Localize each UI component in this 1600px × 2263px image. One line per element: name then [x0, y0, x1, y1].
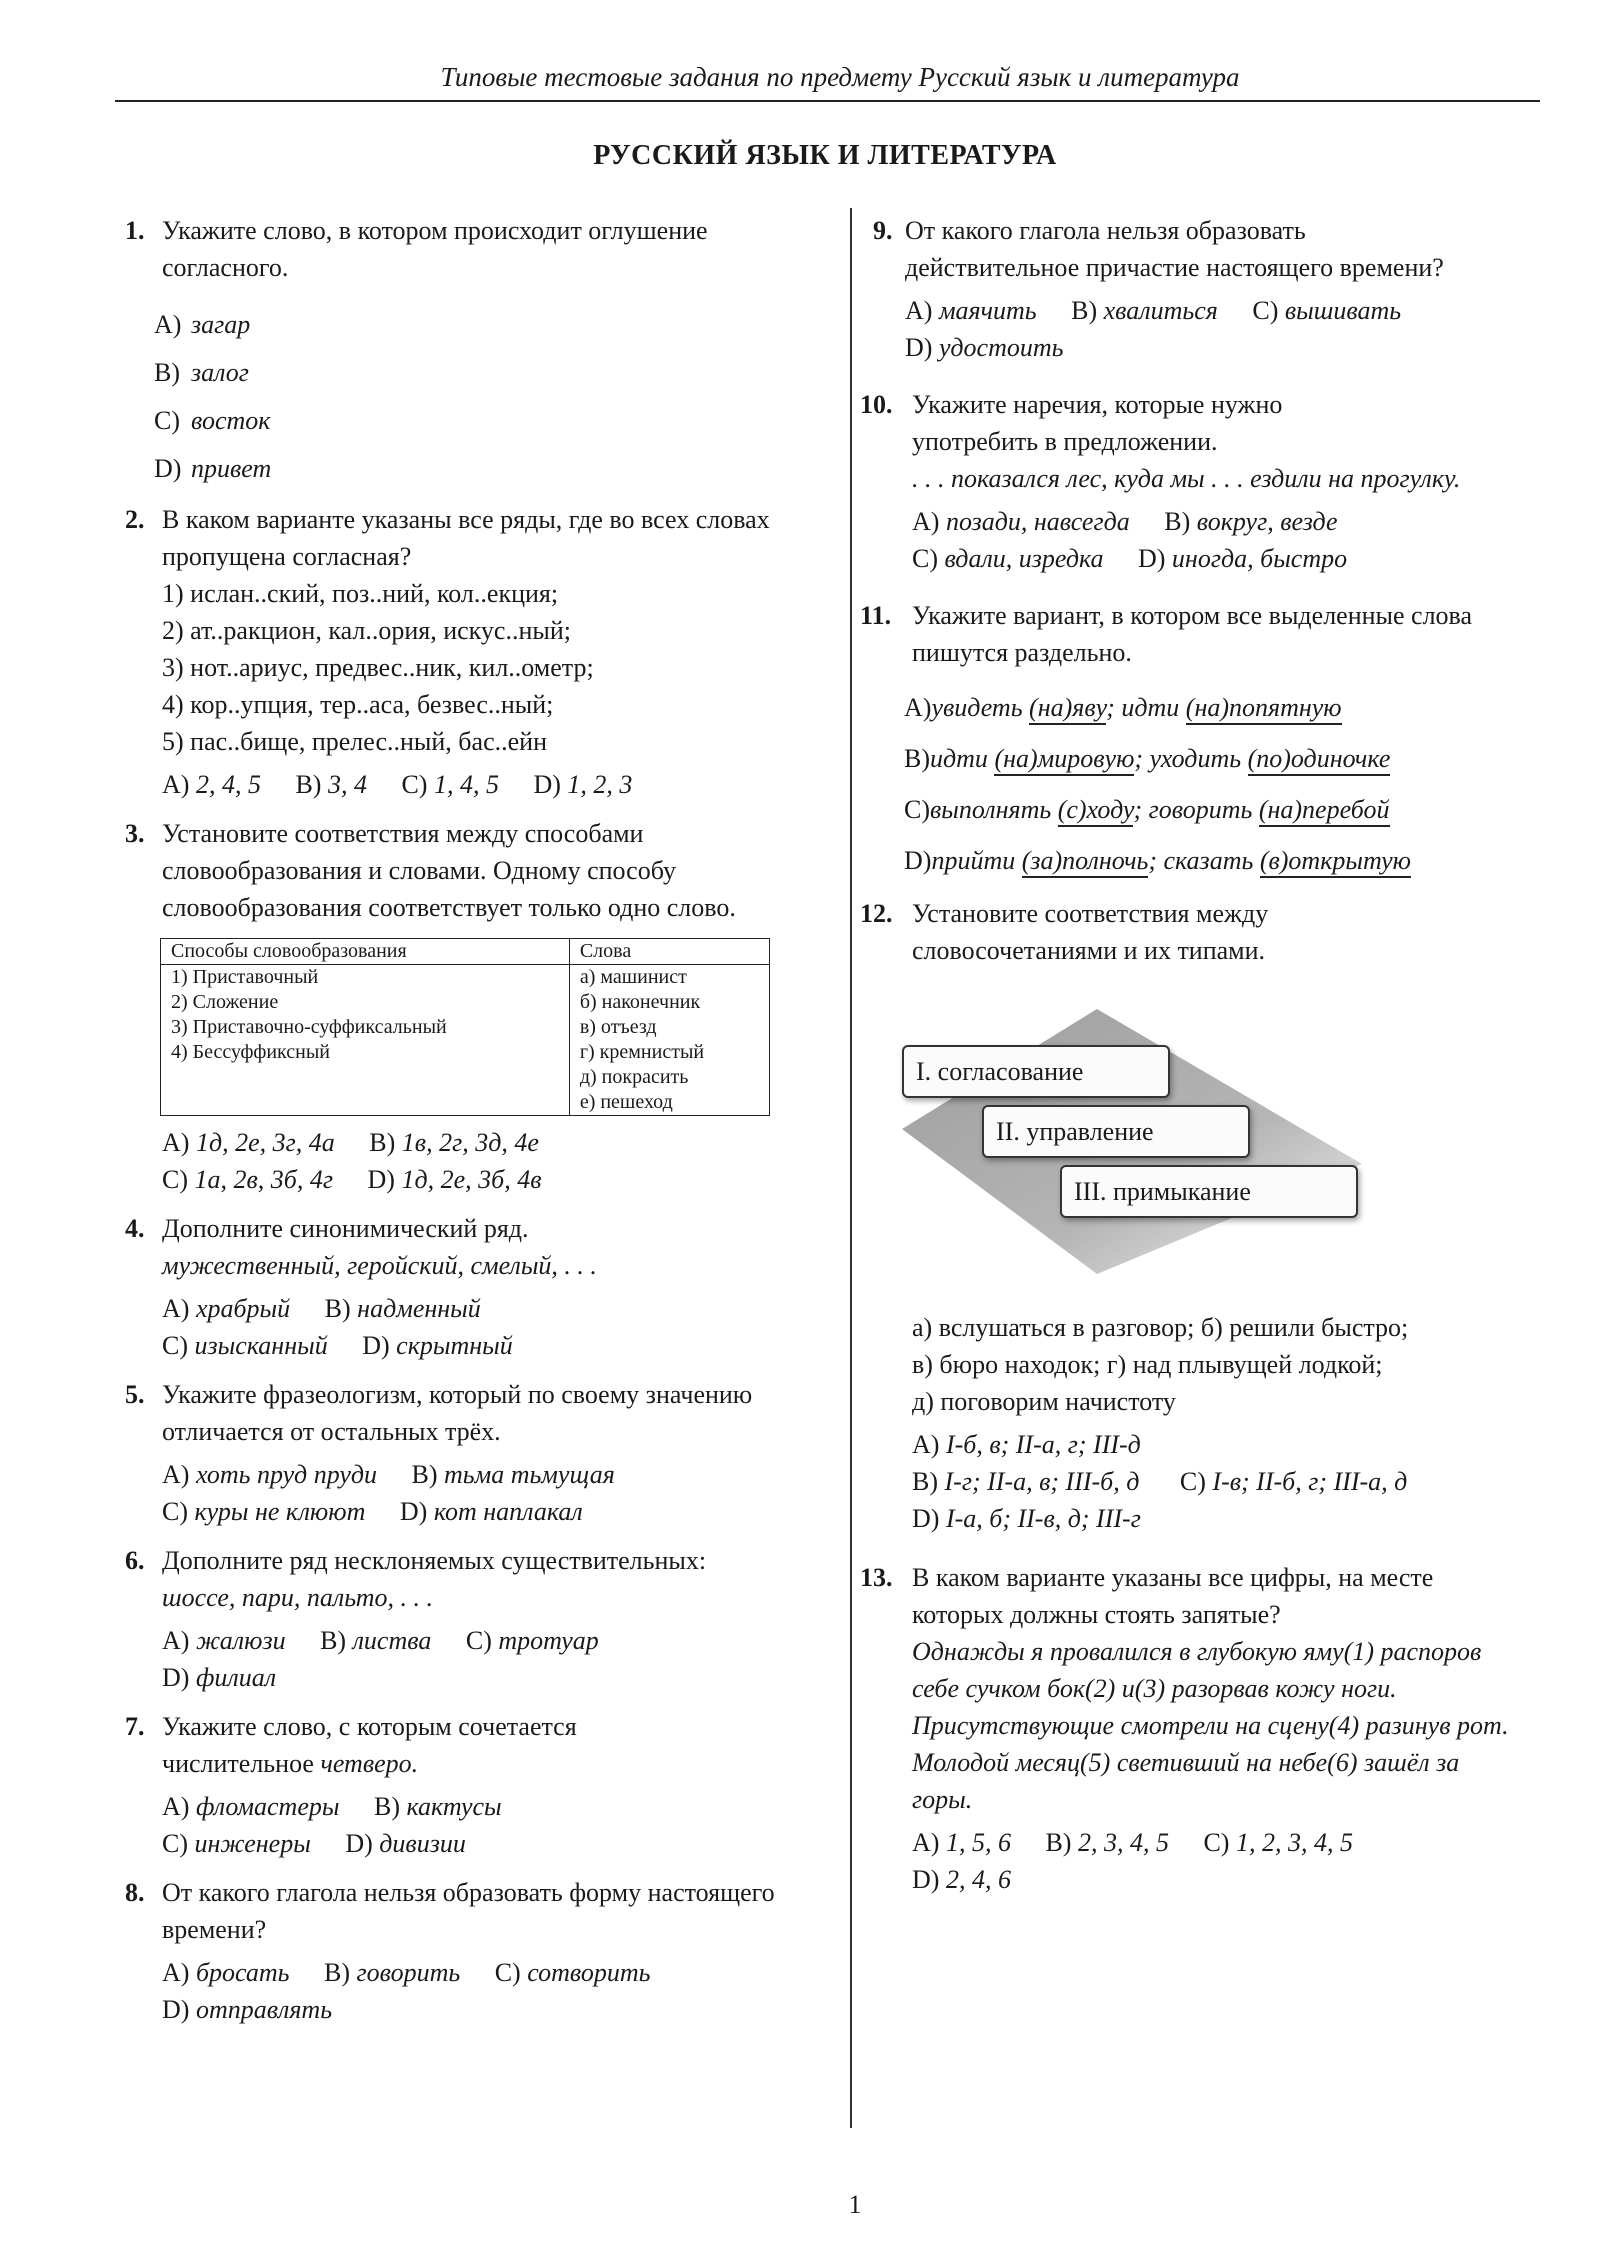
option-a[interactable]: A) хоть пруд пруди: [162, 1460, 377, 1489]
question-8: [125, 1874, 785, 2028]
option-a[interactable]: A) I-б, в; II-а, г; III-д: [912, 1430, 1141, 1459]
question-text: Укажите слово, в котором происходит оглушение согласного.: [162, 216, 708, 282]
question-text: Установите соответствия между способами словообразования и словами. Одному способу словообразования соответствует только одно слово.: [162, 819, 736, 922]
options-list: [154, 306, 785, 487]
question-10: [860, 386, 1540, 577]
sentence-3: Молодой месяц(5) светивший на небе(6) зашёл за горы.: [912, 1748, 1460, 1814]
sentence-1: Однажды я провалился в глубокую яму(1) распоров себе сучком бок(2) и(3) разорвав кожу ноги.: [912, 1637, 1482, 1703]
option-c[interactable]: C) I-в; II-б, г; III-а, д: [1179, 1467, 1408, 1496]
question-number: 3.: [125, 819, 145, 848]
question-4: [125, 1210, 785, 1364]
question-text: Установите соответствия между словосочетаниями и их типами.: [912, 899, 1269, 965]
option-a[interactable]: A) бросать: [162, 1958, 290, 1987]
option-c[interactable]: C) восток: [154, 406, 271, 435]
options-block: [162, 1124, 785, 1198]
option-b[interactable]: B) тьма тьмущая: [411, 1460, 615, 1489]
option-b[interactable]: B) надменный: [324, 1294, 481, 1323]
question-7: [125, 1708, 785, 1862]
option-c[interactable]: C) вышивать: [1252, 296, 1402, 325]
option-b[interactable]: B) кактусы: [373, 1792, 502, 1821]
option-d[interactable]: D) дивизии: [345, 1829, 466, 1858]
option-a[interactable]: A) храбрый: [162, 1294, 291, 1323]
options-block: [162, 1290, 785, 1364]
question-number: 7.: [125, 1712, 145, 1741]
option-d[interactable]: D) филиал: [162, 1663, 277, 1692]
option-a[interactable]: A) 1д, 2е, 3г, 4а: [162, 1128, 335, 1157]
column-divider: [850, 208, 852, 2128]
options-block: [905, 292, 1540, 366]
question-number: 12.: [860, 899, 893, 928]
option-c[interactable]: C) инженеры: [162, 1829, 311, 1858]
question-number: 11.: [860, 601, 892, 630]
page-number: 1: [848, 2190, 862, 2219]
sentence-2: Присутствующие смотрели на сцену(4) разинув рот.: [912, 1711, 1509, 1740]
options-block: [162, 1954, 785, 2028]
question-number: 2.: [125, 505, 145, 534]
question-text: В каком варианте указаны все цифры, на месте которых должны стоять запятые?: [912, 1563, 1434, 1629]
option-c[interactable]: C) сотворить: [494, 1958, 651, 1987]
option-a[interactable]: A) позади, навсегда: [912, 507, 1130, 536]
methods-cell: 1) Приставочный 2) Сложение 3) Приставочно-суффиксальный 4) Бессуффиксный: [161, 965, 570, 1116]
sentence: . . . показался лес, куда мы . . . ездили на прогулку.: [912, 464, 1461, 493]
option-b[interactable]: B) вокруг, везде: [1164, 507, 1338, 536]
word-formation-table: [160, 938, 770, 1116]
question-text: Дополните ряд несклоняемых существительных: шоссе, пари, пальто, . . .: [162, 1546, 707, 1612]
option-b[interactable]: B) залог: [154, 358, 249, 387]
options-block: [162, 1456, 785, 1530]
page-title: РУССКИЙ ЯЗЫК И ЛИТЕРАТУРА: [593, 140, 1057, 171]
options-block: [162, 1622, 785, 1696]
row-item: 1) ислан..ский, поз..ний, кол..екция;: [162, 579, 559, 608]
options-row: [162, 766, 785, 803]
question-9: [860, 212, 1540, 366]
question-number: 10.: [860, 390, 893, 419]
option-b[interactable]: B) листва: [320, 1626, 432, 1655]
question-number: 13.: [860, 1563, 893, 1592]
page-header: Типовые тестовые задания по предмету Русский язык и литература: [440, 62, 1240, 92]
options-block: [912, 1824, 1540, 1898]
question-number: 1.: [125, 216, 145, 245]
options-list: [904, 689, 1540, 879]
type-box-agreement: I. согласование: [902, 1045, 1170, 1098]
question-number: 9.: [873, 216, 893, 245]
question-6: [125, 1542, 785, 1696]
option-a[interactable]: A) загар: [154, 310, 251, 339]
option-a[interactable]: A) маячить: [905, 296, 1037, 325]
question-11: [860, 597, 1540, 879]
option-b[interactable]: B) говорить: [324, 1958, 461, 1987]
words-cell: а) машинист б) наконечник в) отъезд г) кремнистый д) покрасить е) пешеход: [569, 965, 769, 1116]
option-a[interactable]: A) жалюзи: [162, 1626, 286, 1655]
option-c[interactable]: C) тротуар: [465, 1626, 599, 1655]
option-b[interactable]: B) 1в, 2г, 3д, 4е: [369, 1128, 539, 1157]
question-12: [860, 895, 1540, 1537]
table-header-words: Слова: [569, 939, 769, 965]
option-a[interactable]: A)увидеть (на)яву; идти (на)попятную: [904, 689, 1540, 726]
option-a[interactable]: A) 2, 4, 5: [162, 770, 261, 799]
options-block: [912, 503, 1540, 577]
question-text: От какого глагола нельзя образовать форму настоящего времени?: [162, 1878, 775, 1944]
option-c[interactable]: C) куры не клюют: [162, 1497, 366, 1526]
question-13: [860, 1559, 1540, 1898]
option-b[interactable]: B) 2, 3, 4, 5: [1045, 1828, 1169, 1857]
table-header-methods: Способы словообразования: [161, 939, 570, 965]
question-number: 4.: [125, 1214, 145, 1243]
question-text: От какого глагола нельзя образовать действительное причастие настоящего времени?: [905, 216, 1444, 282]
option-c[interactable]: C)выполнять (с)ходу; говорить (на)перебой: [904, 791, 1540, 828]
option-b[interactable]: B)идти (на)мировую; уходить (по)одиночке: [904, 740, 1540, 777]
question-text: Укажите вариант, в котором все выделенные слова пишутся раздельно.: [912, 601, 1473, 667]
question-text: В каком варианте указаны все ряды, где во всех словах пропущена согласная?: [162, 505, 770, 571]
options-block: [162, 1788, 785, 1862]
option-b[interactable]: B) 3, 4: [295, 770, 367, 799]
question-text: Дополните синонимический ряд.: [162, 1214, 529, 1243]
option-b[interactable]: B) хвалиться: [1071, 296, 1218, 325]
type-box-adjunction: III. примыкание: [1060, 1165, 1358, 1218]
option-d[interactable]: D) привет: [154, 454, 272, 483]
right-column: [860, 212, 1540, 1910]
option-d[interactable]: D) скрытный: [362, 1331, 513, 1360]
question-1: [125, 212, 785, 487]
question-number: 6.: [125, 1546, 145, 1575]
row-item: 2) ат..ракцион, кал..ория, искус..ный;: [162, 616, 571, 645]
option-d[interactable]: D)прийти (за)полночь; сказать (в)открытую: [904, 842, 1540, 879]
options-block: [912, 1426, 1540, 1537]
option-d[interactable]: D) 1д, 2е, 3б, 4в: [367, 1165, 542, 1194]
row-item: 4) кор..упция, тер..аса, безвес..ный;: [162, 690, 554, 719]
collocations-list: а) вслушаться в разговор; б) решили быстро; в) бюро находок; г) над плывущей лодкой; д) поговорим начистоту: [912, 1313, 1409, 1416]
option-d[interactable]: D) I-а, б; II-в, д; III-г: [912, 1504, 1141, 1533]
question-text: Укажите наречия, которые нужно употребить в предложении.: [912, 390, 1283, 456]
option-d[interactable]: D) 2, 4, 6: [912, 1865, 1011, 1894]
option-a[interactable]: A) фломастеры: [162, 1792, 340, 1821]
question-number: 5.: [125, 1380, 145, 1409]
synonym-row: мужественный, геройский, смелый, . . .: [162, 1251, 597, 1280]
option-d[interactable]: D) 1, 2, 3: [533, 770, 633, 799]
option-c[interactable]: C) вдали, изредка: [912, 544, 1104, 573]
question-text: Укажите фразеологизм, который по своему значению отличается от остальных трёх.: [162, 1380, 753, 1446]
option-c[interactable]: C) 1, 4, 5: [401, 770, 499, 799]
option-d[interactable]: D) иногда, быстро: [1137, 544, 1348, 573]
question-text: Укажите слово, с которым сочетается числительное четверо.: [162, 1712, 577, 1778]
question-2: [125, 501, 785, 803]
option-d[interactable]: D) кот наплакал: [399, 1497, 583, 1526]
question-3: [125, 815, 785, 1198]
option-d[interactable]: D) отправлять: [162, 1995, 333, 2024]
question-5: [125, 1376, 785, 1530]
type-box-government: II. управление: [982, 1105, 1250, 1158]
option-d[interactable]: D) удостоить: [905, 333, 1064, 362]
option-c[interactable]: C) 1а, 2в, 3б, 4г: [162, 1165, 334, 1194]
rows-list: [162, 575, 785, 760]
option-c[interactable]: C) 1, 2, 3, 4, 5: [1203, 1828, 1353, 1857]
collocation-types-diagram: [902, 1009, 1362, 1279]
header-rule: [115, 100, 1540, 102]
option-a[interactable]: A) 1, 5, 6: [912, 1828, 1011, 1857]
row-item: 3) нот..ариус, предвес..ник, кил..ометр;: [162, 653, 594, 682]
left-column: [125, 212, 785, 2040]
option-b[interactable]: B) I-г; II-а, в; III-б, д: [912, 1467, 1140, 1496]
option-c[interactable]: C) изысканный: [162, 1331, 328, 1360]
row-item: 5) пас..бище, прелес..ный, бас..ейн: [162, 727, 547, 756]
question-number: 8.: [125, 1878, 145, 1907]
